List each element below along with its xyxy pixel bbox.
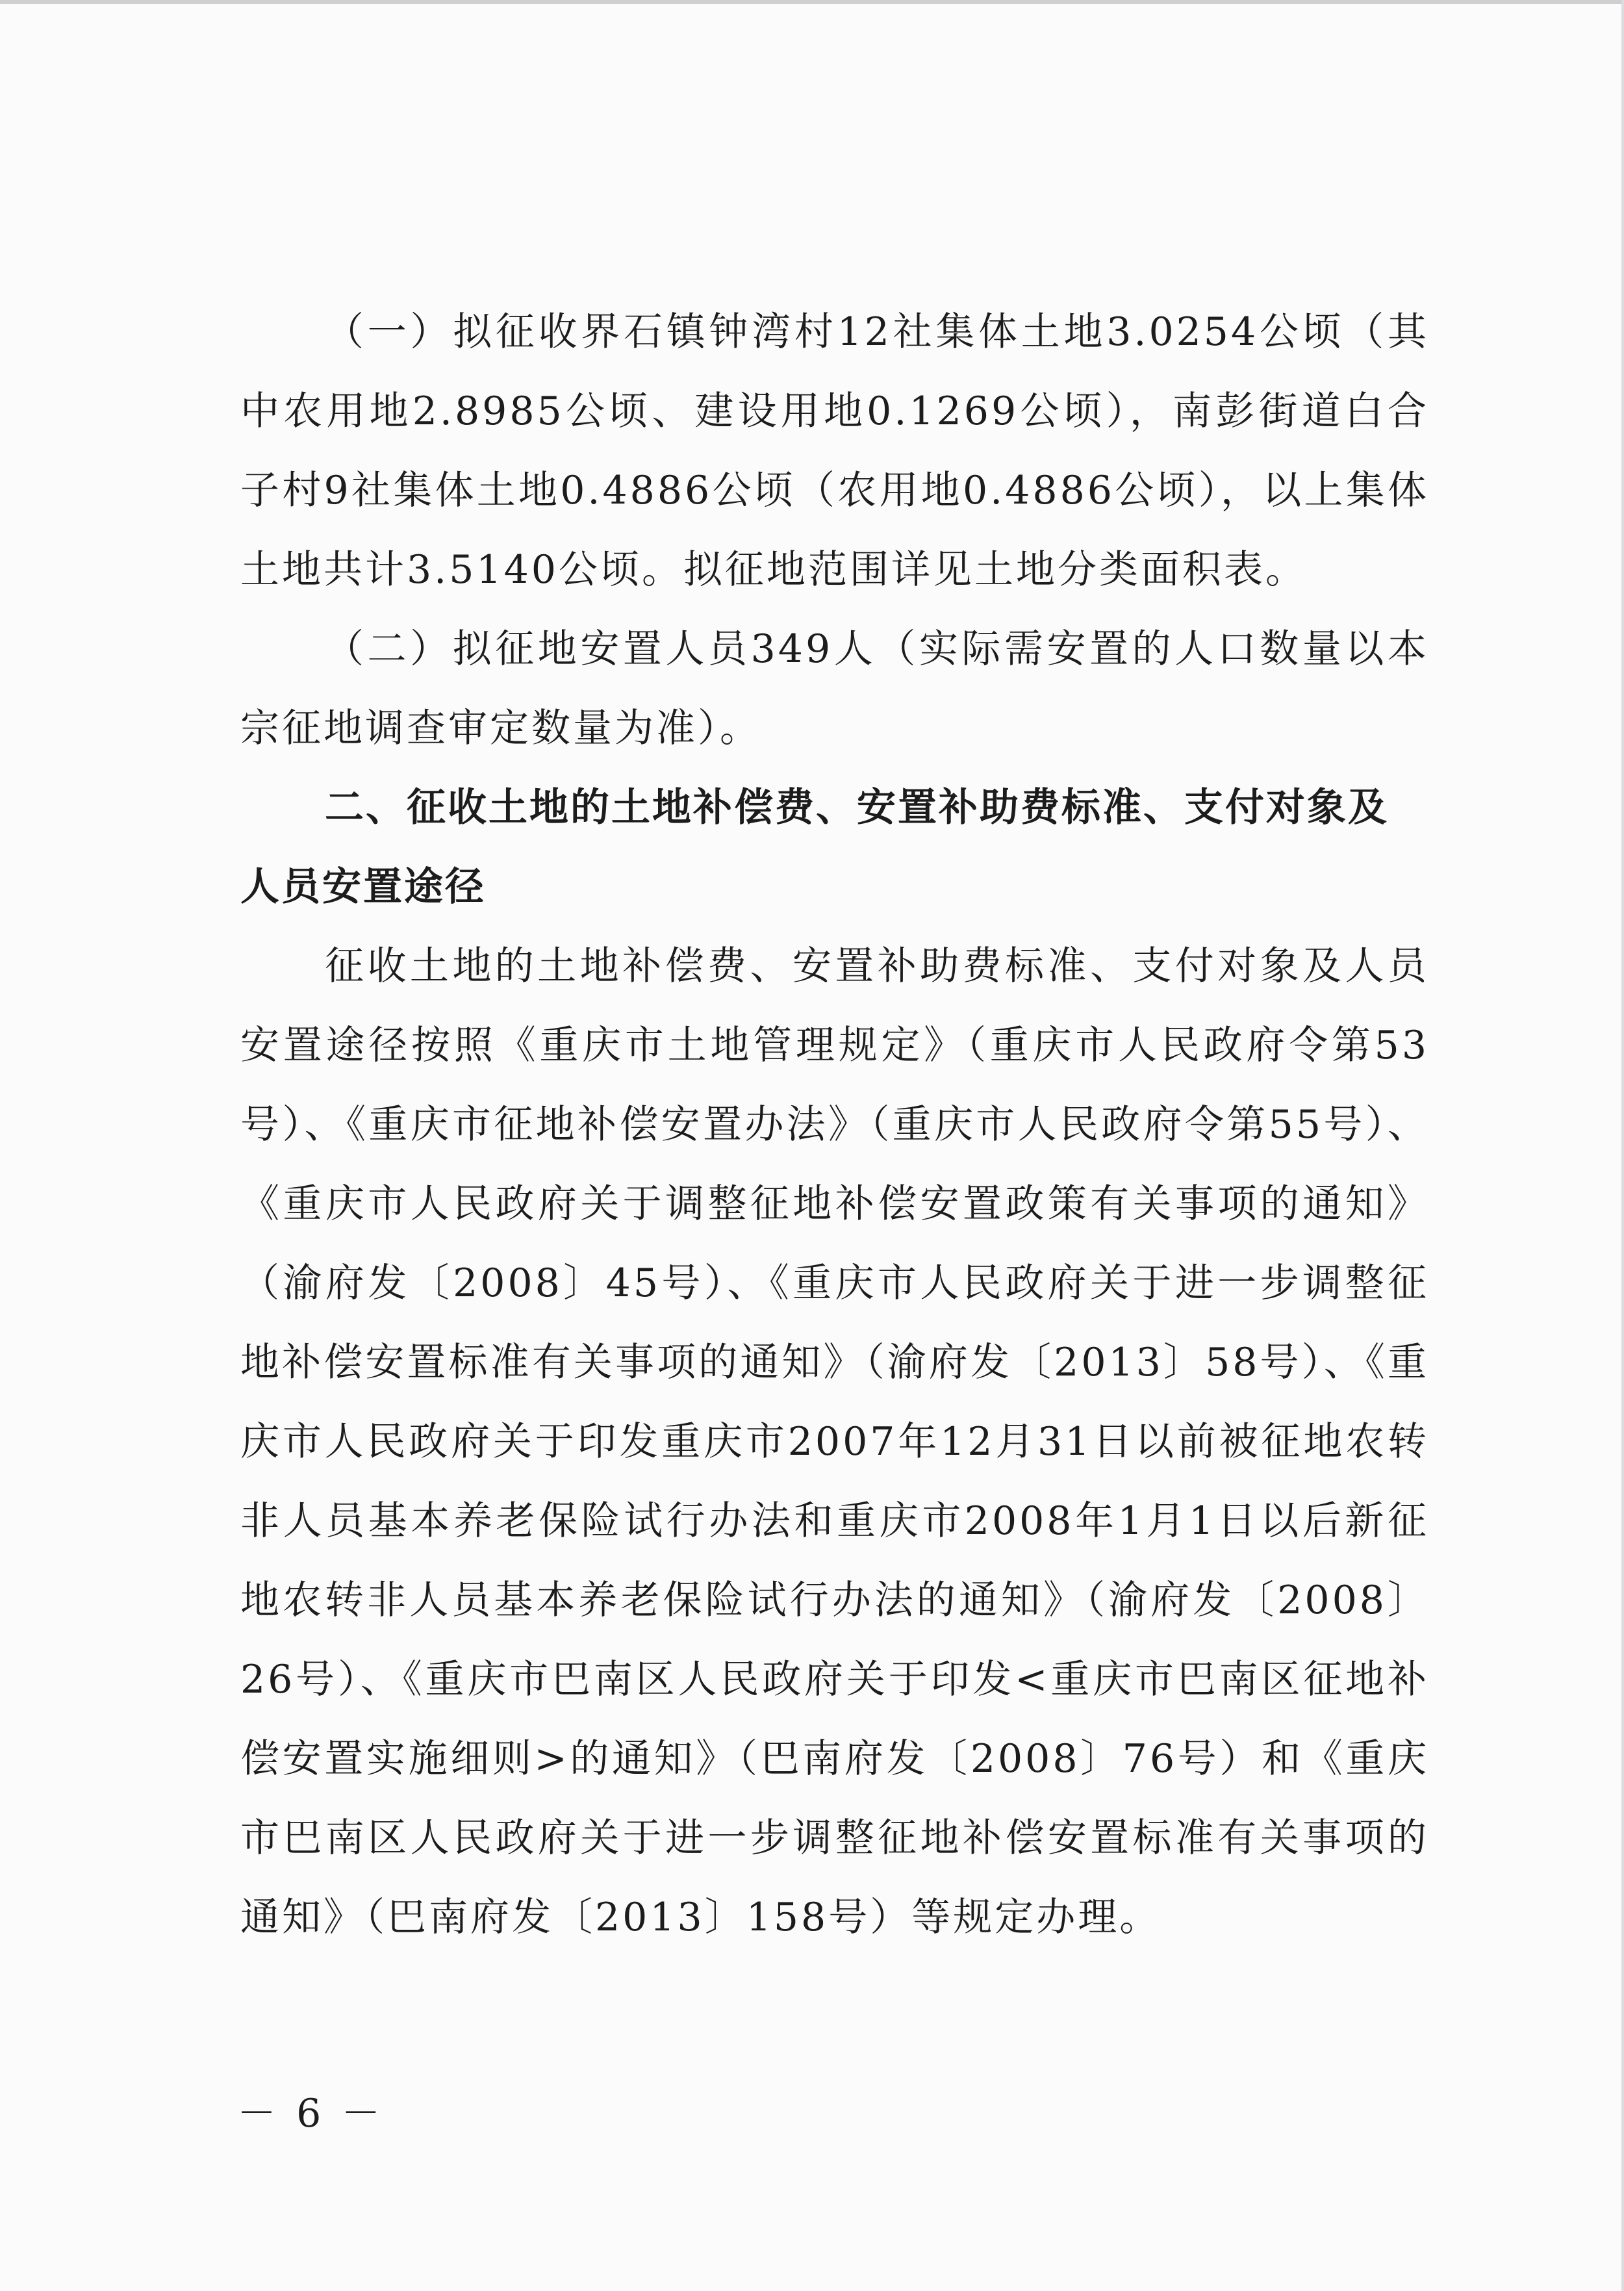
- page-number: － 6 －: [237, 2091, 385, 2136]
- paragraph-land-area: （一）拟征收界石镇钟湾村12社集体土地3.0254公顷（其中农用地2.8985公顷、建设用地0.1269公顷），南彭街道白合子村9社集体土地0.4886公顷（农用地0.4886公顷），以上集体土地共计3.5140公顷。拟征地范围详见土地分类面积表。: [240, 309, 1429, 593]
- document-body: [240, 292, 1429, 1957]
- paragraph-resettlement-count: （二）拟征地安置人员349人（实际需安置的人口数量以本宗征地调查审定数量为准）。: [240, 626, 1429, 751]
- scan-edge-right: [1621, 0, 1624, 2291]
- scan-edge-top: [0, 0, 1624, 4]
- section-heading: 二、征收土地的土地补偿费、安置补助费标准、支付对象及人员安置途径: [240, 785, 1389, 910]
- paragraph-compensation-standards: 征收土地的土地补偿费、安置补助费标准、支付对象及人员安置途径按照《重庆市土地管理规定》（重庆市人民政府令第53号）、《重庆市征地补偿安置办法》（重庆市人民政府令第55号）、《重庆市人民政府关于调整征地补偿安置政策有关事项的通知》（渝府发〔2008〕45号）、《重庆市人民政府关于进一步调整征地补偿安置标准有关事项的通知》（渝府发〔2013〕58号）、《重庆市人民政府关于印发重庆市2007年12月31日以前被征地农转非人员基本养老保险试行办法和重庆市2008年1月1日以后新征地农转非人员基本养老保险试行办法的通知》（渝府发〔2008〕26号）、《重庆市巴南区人民政府关于印发<重庆市巴南区征地补偿安置实施细则>的通知》（巴南府发〔2008〕76号）和《重庆市巴南区人民政府关于进一步调整征地补偿安置标准有关事项的通知》（巴南府发〔2013〕158号）等规定办理。: [240, 943, 1429, 1940]
